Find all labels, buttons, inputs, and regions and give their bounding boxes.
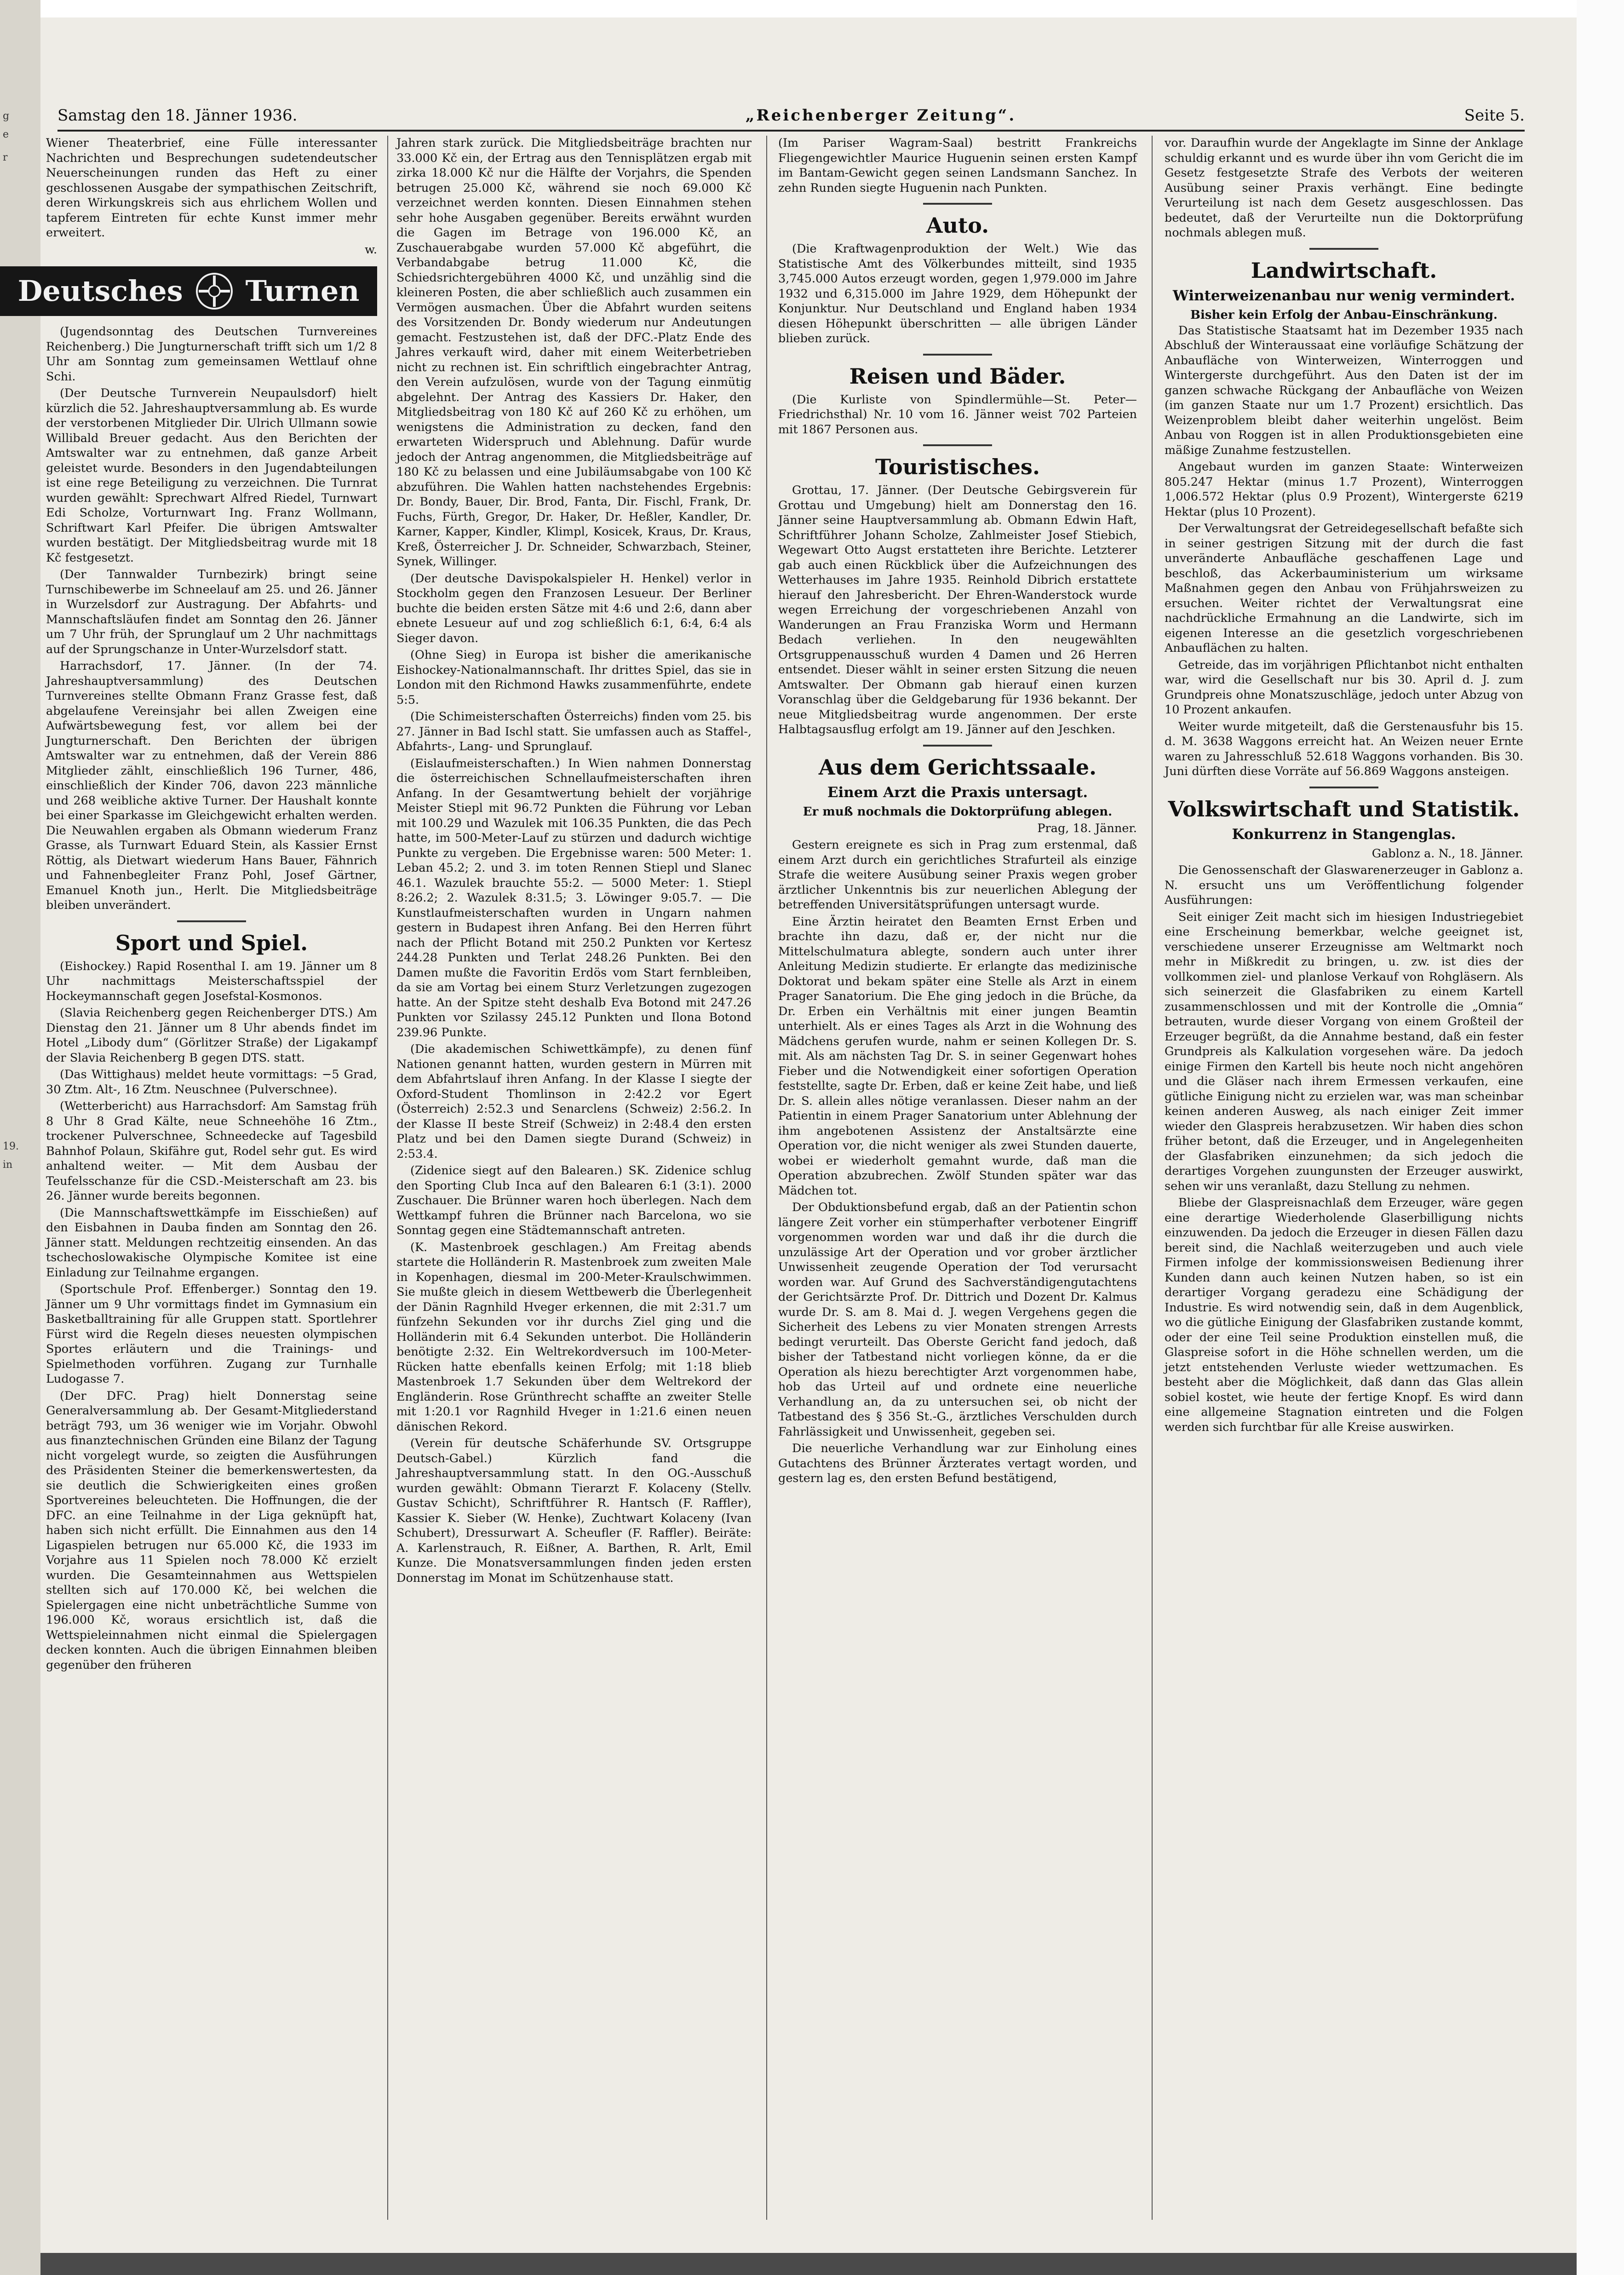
newspaper-title: „Reichenberger Zeitung“. xyxy=(745,106,1016,125)
column-rule xyxy=(387,136,388,2220)
article-paragraph: Eine Ärztin heiratet den Beamten Ernst Erben und brachte ihn dazu, daß er, der nicht nur die Mittelschulmatura ablegte, sondern auch unter ihrer Anleitung Medizin studierte. Er erlangte das medizinische Doktorat und bekam später eine Stelle als Arzt in einem Prager Sanatorium. Die Ehe ging jedoch in die Brüche, da Dr. Erben ein Verhältnis mit einer jungen Beamtin unterhielt. Als er eines Tages als Arzt in die Wohnung des Mädchens gerufen wurde, nahm er seinen Kollegen Dr. S. mit. Als am nächsten Tag Dr. S. in seiner Gegenwart hohes Fieber und die Notwendigkeit einer sofortigen Operation feststellte, sagte Dr. Erben, daß er keine Zeit habe, und ließ Dr. S. allein alles nötige veranlassen. Dieser nahm an der Patientin in einem Prager Sanatorium unter Ablehnung der ihm angebotenen Assistenz der Anstaltsärzte eine Operation vor, die nicht weniger als zwei Stunden dauerte, wobei er wiederholt gemahnt wurde, daß man die Operation abzubrechen. Zwölf Stunden später war das Mädchen tot. xyxy=(778,914,1137,1198)
court-headline: Einem Arzt die Praxis untersagt. xyxy=(827,784,1088,801)
article-paragraph: Der Verwaltungsrat der Getreidegesellschaft befaßte sich in seiner gestrigen Sitzung mit der durch die fast unveränderte Anbaufläche geschaffenen Lage und beschloß, das Ackerbauministerium um wirksame Maßnahmen gegen den Anbau von Frühjahrsweizen zu ersuchen. Weiter richtet der Verwaltungsrat eine nachdrückliche Ermahnung an die Landwirte, sich im eigenen Interesse an die gesetzlich vorgeschriebenen Anbauflächen zu halten. xyxy=(1165,522,1523,655)
article-paragraph: vor. Daraufhin wurde der Angeklagte im Sinne der Anklage schuldig erkannt und es wurde über ihn vom Gericht die im Gesetz festgesetzte Strafe des Verbots der weiteren Ausübung seiner Praxis verhängt. Eine bedingte Verurteilung ist nach dem Gesetz ausgeschlossen. Das bedeutet, daß der Verurteilte nun die Doktorprüfung nochmals ablegen muß. xyxy=(1165,136,1523,240)
column-4 xyxy=(1165,136,1523,2220)
page-right-margin xyxy=(1577,0,1624,2275)
article-paragraph: (Im Pariser Wagram-Saal) bestritt Frankreichs Fliegengewichtler Maurice Huguenin seinen ersten Kampf im Bantam-Gewicht gegen seinen Landsmann Sanchez. In zehn Runden siegte Huguenin nach Punkten. xyxy=(778,136,1137,195)
article-paragraph: (Eishockey.) Rapid Rosenthal I. am 19. Jänner um 8 Uhr nachmittags Meisterschaftsspiel der Hockeymannschaft gegen Josefstal-Kosmonos. xyxy=(46,959,377,1003)
column-rule xyxy=(766,136,767,2220)
article-paragraph: Harrachsdorf, 17. Jänner. (In der 74. Jahreshauptversammlung) des Deutschen Turnvereines stellte Obmann Franz Grasse fest, daß abgelaufene Vereinsjahr bei allen Zweigen eine Aufwärtsbewegung fest, vor allem bei der Jungturnerschaft. Den Berichten der übrigen Amtswalter war zu entnehmen, daß der Verein 886 Mitglieder zählt, einschließlich 196 Turner, 486, einschließlich der Kinder 706, davon 223 männliche und 268 weibliche aktive Turner. Der Haushalt konnte bei einer Sparkasse im Gleichgewicht erhalten werden. Die Neuwahlen ergaben als Obmann wiederum Franz Grasse, als Turnwart Eduard Stein, als Kassier Ernst Röttig, als Dietwart wiederum Hans Bauer, Fähnrich und Fahnenbegleiter Franz Pohl, Josef Gärtner, Emanuel Knoth jun., Herlt. Die Mitgliedsbeiträge bleiben unverändert. xyxy=(46,659,377,912)
article-paragraph: (Die Schimeisterschaften Österreichs) finden vom 25. bis 27. Jänner in Bad Ischl statt. Sie umfassen auch as Staffel-, Abfahrts-, Lang- und Sprunglauf. xyxy=(396,710,752,753)
article-paragraph: (Der deutsche Davispokalspieler H. Henkel) verlor in Stockholm gegen den Franzosen Lesueur. Der Berliner buchte die beiden ersten Sätze mit 4:6 und 2:6, dann aber ebnete Lesueur auf und zog schließlich 6:1, 6:4, 6:4 als Sieger davon. xyxy=(396,571,752,645)
court-subheadline: Er muß nochmals die Doktorprüfung ablegen. xyxy=(803,804,1113,819)
section-title-sport: Sport und Spiel. xyxy=(115,930,308,955)
article-paragraph: (Das Wittighaus) meldet heute vormittags: −5 Grad, 30 Ztm. Alt-, 16 Ztm. Neuschnee (Pulverschnee). xyxy=(46,1068,377,1097)
column-rule xyxy=(1152,136,1153,2220)
article-paragraph: (Jugendsonntag des Deutschen Turnvereines Reichenberg.) Die Jungturnerschaft trifft sich um 1/2 8 Uhr am Sonntag zum gemeinsamen Wettlauf ohne Schi. xyxy=(46,325,377,384)
section-title-court: Aus dem Gerichtssaale. xyxy=(818,754,1097,780)
dateline: Gablonz a. N., 18. Jänner. xyxy=(1372,846,1523,861)
section-divider xyxy=(1309,248,1378,250)
dateline: Prag, 18. Jänner. xyxy=(1037,821,1137,835)
article-paragraph: Der Obduktionsbefund ergab, daß an der Patientin schon längere Zeit vorher ein stümperhafter verbotener Eingriff vorgenommen worden war und daß ihr die durch die unzulässige Art der Operation und vor grober ärztlicher Unwissenheit zeugende Operation der Tod verursacht worden war. Auf Grund des Sachverständigengutachtens der Gerichtsärzte Prof. Dr. Dittrich und Dozent Dr. Kalmus wurde Dr. S. am 8. Mai d. J. wegen Vergehens gegen die Sicherheit des Lebens zu vier Monaten strengen Arrests bedingt verurteilt. Das Oberste Gericht fand jedoch, daß bisher der Tatbestand nicht vorliegen könne, da er die Operation als hiezu berechtigter Arzt vorgenommen habe, hob das Urteil auf und ordnete eine neuerliche Verhandlung an, da zu untersuchen sei, ob nicht der Tatbestand des § 356 St.-G., ärztliches Verschulden durch Fahrlässigkeit und Unwissenheit, gegeben sei. xyxy=(778,1201,1137,1439)
article-paragraph: Angebaut wurden im ganzen Staate: Winterweizen 805.247 Hektar (minus 1.7 Prozent), Winterroggen 1,006.572 Hektar (plus 0.9 Prozent), Wintergerste 6219 Hektar (plus 10 Prozent). xyxy=(1165,460,1523,519)
banner-text-left: Deutsches xyxy=(17,274,183,308)
adjacent-page-strip: g e r 19. in xyxy=(0,0,40,2275)
agriculture-headline: Winterweizenanbau nur wenig vermindert. xyxy=(1172,287,1515,304)
page-number: Seite 5. xyxy=(1464,106,1525,125)
article-paragraph: Weiter wurde mitgeteilt, daß die Gerstenausfuhr bis 15. d. M. 3638 Waggons erreicht hat. An Weizen neuer Ernte waren zu Jahresschluß 52.618 Waggons vorhanden. Bis 30. Juni dürften diese Vorräte auf 56.869 Waggons ansteigen. xyxy=(1165,719,1523,778)
article-paragraph: (Wetterbericht) aus Harrachsdorf: Am Samstag früh 8 Uhr 8 Grad Kälte, neue Schneehöhe 16 Ztm., trockener Pulverschnee, Schneedecke auf Tagesbild Bahnhof Polaun, Skifähre gut, Rodel sehr gut. Es wird anhaltend weiter. — Mit dem Ausbau der Teufelsschanze für die CSD.-Meisterschaft am 23. bis 26. Jänner wurde bereits begonnen. xyxy=(46,1099,377,1203)
article-paragraph: (Der Deutsche Turnverein Neupaulsdorf) hielt kürzlich die 52. Jahreshauptversammlung ab. Es wurde der verstorbenen Mitglieder Dir. Ulrich Ullmann sowie Willibald Breuer gedacht. Aus den Berichten der Amtswalter war zu entnehmen, daß ganze Arbeit geleistet wurde. Besonders in den Jugendabteilungen ist eine rege Beteiligung zu verzeichnen. Die Turnrat wurden gewählt: Sprechwart Alfred Riedel, Turnwart Edi Scholze, Vorturnwart Ing. Franz Wollmann, Schriftwart Karl Pfeifer. Die übrigen Amtswalter wurden bestätigt. Der Mitgliedsbeitrag wurde mit 18 Kč festgesetzt. xyxy=(46,386,377,565)
article-paragraph: (Die Mannschaftswettkämpfe im Eisschießen) auf den Eisbahnen in Dauba finden am Sonntag den 26. Jänner statt. Meldungen rechtzeitig einsenden. An das tschechoslowakische Olympische Komitee ist eine Einladung zur Teilnahme ergangen. xyxy=(46,1206,377,1280)
section-divider xyxy=(923,745,992,747)
column-1 xyxy=(17,136,377,2220)
section-divider xyxy=(1309,787,1378,788)
section-divider xyxy=(923,354,992,356)
column-3 xyxy=(778,136,1137,2220)
article-paragraph: Bliebe der Glaspreisnachlaß dem Erzeuger, wäre gegen eine derartige Wiederholende Glaserbilligung nichts einzuwenden. Da jedoch die Erzeuger in diesen Fällen dazu bereit sind, die Nachlaß weiterzugeben und auch viele Firmen infolge der kommissionsweisen Bedienung ihrer Kunden dann auch keinen Nutzen haben, so ist ein derartiger Vorgang geradezu eine Schädigung der Industrie. Es wird notwendig sein, daß in dem Augenblick, wo die gütliche Einigung der Glasfabriken zustande kommt, oder der eine Teil seine Produktion einstellen muß, die Glaspreise sofort in die Höhe schnellen werden, um die jetzt entstehenden Verluste wieder wettzumachen. Es besteht aber die Möglichkeit, daß dann das Glas allein sobiel kostet, wie heute der fertige Knopf. Es wird dann eine allgemeine Stagnation eintreten und die Folgen werden sich furchtbar für alle Kreise auswirken. xyxy=(1165,1196,1523,1434)
article-paragraph: Das Statistische Staatsamt hat im Dezember 1935 nach Abschluß der Winteraussaat eine vorläufige Schätzung der Anbaufläche von Winterweizen, Winterroggen und Wintergerste durchgeführt. Aus den Daten ist der im ganzen schwache Rückgang der Anbaufläche von Weizen (im ganzen Staate nur um 1.7 Prozent) ersichtlich. Das Weizenproblem bleibt daher weiterhin ungelöst. Beim Anbau von Roggen ist in allen Produktionsgebieten eine mäßige Zunahme festzustellen. xyxy=(1165,323,1523,457)
economy-headline: Konkurrenz in Stangenglas. xyxy=(1232,826,1456,843)
section-title-economy: Volkswirtschaft und Statistik. xyxy=(1168,796,1520,822)
article-paragraph: (Eislaufmeisterschaften.) In Wien nahmen Donnerstag die österreichischen Schnellaufmeisterschaften ihren Anfang. In der Gesamtwertung behielt der vorjährige Meister Stiepl mit 96.72 Punkten die Führung vor Leban mit 100.29 und Wazulek mit 106.35 Punkten, die das Pech hatte, im 500-Meter-Lauf zu stürzen und dadurch wichtige Punkte zu vergeben. Die Ergebnisse waren: 500 Meter: 1. Leban 45.2; 2. und 3. im toten Rennen Stiepl und Slanec 46.1. Wazulek brauchte 55:2. — 5000 Meter: 1. Stiepl 8:26.2; 2. Wazulek 8:31.5; 3. Löwinger 9:05.7. — Die Kunstlaufmeisterschaften wurden in Ungarn nahmen gestern in Budapest ihren Anfang. Bei den Herren führt nach der Pflicht Botand mit 250.2 Punkten vor Kertesz 244.28 Punkten und Terlat 248.26 Punkten. Bei den Damen mußte die Favoritin Erdös vom Start fernbleiben, da sie am Vortag bei einem Sturz Verletzungen zugezogen hatte. An der Spitze steht deshalb Eva Botond mit 247.26 Punkten vor Szilassy 245.12 Punkten und Ilona Botond 239.96 Punkte. xyxy=(396,756,752,1040)
article-paragraph: (Verein für deutsche Schäferhunde SV. Ortsgruppe Deutsch-Gabel.) Kürzlich fand die Jahreshauptversammlung statt. In den OG.-Ausschuß wurden gewählt: Obmann Tierarzt F. Kolaceny (Stellv. Gustav Schicht), Schriftführer R. Hantsch (F. Raffler), Kassier K. Sieber (W. Henke), Zuchtwart Kolaceny (Ivan Schubert), Dressurwart A. Scheufler (F. Raffler). Beiräte: A. Karlenstrauch, R. Eißner, A. Barthen, R. Arlt, Emil Kunze. Die Monatsversammlungen finden jeden ersten Donnerstag im Monat im Schützenhause statt. xyxy=(396,1436,752,1585)
section-title-auto: Auto. xyxy=(926,213,989,238)
agriculture-subheadline: Bisher kein Erfolg der Anbau-Einschränkung. xyxy=(1190,308,1498,322)
article-paragraph: (Die akademischen Schiwettkämpfe), zu denen fünf Nationen genannt hatten, wurden gestern in Mürren mit dem Abfahrtslauf ihren Anfang. In der Klasse I siegte der Oxford-Student Thomlinson in 2:42.2 vor Egert (Österreich) 2:52.3 und Senarclens (Schweiz) 2:56.2. In der Klasse II beste Streif (Schweiz) in 2:48.4 den ersten Platz und bei den Damen siegte Durand (Schweiz) in 2:53.4. xyxy=(396,1042,752,1161)
article-paragraph: (Die Kraftwagenproduktion der Welt.) Wie das Statistische Amt des Völkerbundes mitteilt, sind 1935 3,745.000 Autos erzeugt worden, gegen 1,979.000 im Jahre 1932 und 6,315.000 im Jahre 1929, dem Höhepunkt der Konjunktur. Nur Deutschland und England haben 1934 diesen Höhepunkt überschritten — alle übrigen Länder blieben zurück. xyxy=(778,242,1137,345)
article-paragraph: (Die Kurliste von Spindlermühle—St. Peter—Friedrichsthal) Nr. 10 vom 16. Jänner weist 702 Parteien mit 1867 Personen aus. xyxy=(778,392,1137,437)
page-header xyxy=(57,104,1525,132)
author-signature: w. xyxy=(365,242,377,257)
article-paragraph: Jahren stark zurück. Die Mitgliedsbeiträge brachten nur 33.000 Kč ein, der Ertrag aus den Tennisplätzen ergab mit zirka 18.000 Kč nur die Hälfte der Vorjahrs, die Spenden betrugen 25.000 Kč, während sie noch 69.000 Kč verzeichnet werden konnten. Diesen Einnahmen stehen sehr hohe Ausgaben gegenüber. Bereits erwähnt wurden die Gagen im Betrage von 196.000 Kč, an Zuschauerabgabe wurden 57.000 Kč abgeführt, die Verbandabgabe betrug 11.000 Kč, die Schiedsrichtergebühren 4000 Kč, und unzählig sind die kleineren Posten, die aber schließlich auch zusammen ein Vermögen ausmachen. Über die Abfahrt wurden seitens des Vorsitzenden Dr. Bondy wiederum nur Andeutungen gemacht. Festzustehen ist, daß der DFC.-Platz Ende des Jahres verkauft wird, daher mit einem Weiterbetrieben nicht zu rechnen ist. Ein schriftlich eingebrachter Antrag, den Verein aufzulösen, wurde von der Tagung einmütig abgelehnt. Der Antrag des Kassiers Dr. Haker, den Mitgliedsbeitrag von 180 Kč auf 260 Kč zu erhöhen, um wenigstens die Administration zu decken, fand den erwarteten Widerspruch und Ablehnung. Dafür wurde jedoch der Antrag angenommen, die Mitgliedsbeiträge auf 180 Kč zu belassen und eine Jubiläumsabgabe von 100 Kč abzuführen. Die Wahlen hatten nachstehendes Ergebnis: Dr. Bondy, Bauer, Dir. Brod, Fanta, Dir. Fischl, Frank, Dr. Fuchs, Fürth, Gregor, Dr. Haker, Dr. Heßler, Kandler, Dr. Karner, Kapper, Kindler, Klimpl, Kosicek, Kraus, Dr. Kraus, Kreß, Österreicher J. Dr. Schneider, Schwarzbach, Steiner, Synek, Willinger. xyxy=(396,136,752,569)
section-title-travel: Reisen und Bäder. xyxy=(849,363,1066,389)
page-top-margin xyxy=(40,0,1577,17)
banner-text-right: Turnen xyxy=(245,274,360,308)
article-paragraph: (Ohne Sieg) in Europa ist bisher die amerikanische Eishockey-Nationalmannschaft. Ihr drittes Spiel, das sie in London mit den Richmond Hawks zusammenführte, endete 5:5. xyxy=(396,648,752,707)
article-paragraph: Gestern ereignete es sich in Prag zum erstenmal, daß einem Arzt durch ein gerichtliches Strafurteil als einzige Strafe die weitere Ausübung seiner Praxis wegen grober ärztlicher Unkenntnis bis zur neuerlichen Ablegung der betreffenden Universitätsprüfungen untersagt wurde. xyxy=(778,838,1137,912)
section-divider xyxy=(923,444,992,446)
article-paragraph: (K. Mastenbroek geschlagen.) Am Freitag abends startete die Holländerin R. Mastenbroek zum zweiten Male in Kopenhagen, diesmal im 200-Meter-Kraulschwimmen. Sie mußte gleich in diesem Wettbewerb die Überlegenheit der Dänin Ragnhild Hveger erkennen, die mit 2:31.7 um fünfzehn Sekunden vor ihr durchs Ziel ging und die Holländerin mit 6.4 Sekunden unterbot. Die Holländerin benötigte 2:32. Ein Weltrekordversuch im 100-Meter-Rücken hatte ebenfalls keinen Erfolg; mit 1:18 blieb Mastenbroek 1.7 Sekunden über dem Weltrekord der Engländerin. Rose Grünthrecht schaffte an zweiter Stelle mit 1:20.1 vor Ragnhild Hveger in 1:21.6 einen neuen dänischen Rekord. xyxy=(396,1240,752,1434)
article-paragraph: Seit einiger Zeit macht sich im hiesigen Industriegebiet eine Erscheinung bemerkbar, welche geeignet ist, verschiedene unserer Erzeugnisse am Weltmarkt noch mehr in Mißkredit zu bringen, u. zw. ist dies der vollkommen ziel- und planlose Verkauf von Rohgläsern. Als sich seinerzeit die Glasfabriken zu einem Kartell zusammenschlossen und mit der Kontrolle die „Omnia“ betrauten, wurde dieser Vorgang von einem Großteil der Erzeuger begrüßt, da die Annahme bestand, daß ein fester Grundpreis als Kalkulation vorgesehen wäre. Da jedoch einige Firmen den Kartell bis heute noch nicht angehören und die Gläser nach ihrem Ermessen verkaufen, eine gütliche Einigung nicht zu erzielen war, was man scheinbar keinen anderen Ausweg, als nach einiger Zeit immer wieder den Glaspreis herabzusetzen. Wir haben dies schon früher betont, daß die Erzeuger, und in Angelegenheiten der Glasfabriken einzunehmen; da sich jedoch die derartiges Vorgehen zuungunsten der Erzeuger auswirkt, sehen wir uns veranlaßt, dazu Stellung zu nehmen. xyxy=(1165,910,1523,1193)
article-paragraph: (Der Tannwalder Turnbezirk) bringt seine Turnschibewerbe im Schneelauf am 25. und 26. Jänner in Wurzelsdorf zur Austragung. Der Abfahrts- und Mannschaftsläufen findet am Sonntag den 26. Jänner um 7 Uhr früh, der Sprunglauf um 2 Uhr nachmittags auf der Sprungschanze in Unter-Wurzelsdorf statt. xyxy=(46,568,377,656)
theater-letter-text: Wiener Theaterbrief, eine Fülle interessanter Nachrichten und Besprechungen sudetendeutscher Neuerscheinungen runden das Heft zu einer geschlossenen Ausgabe der sympathischen Zeitschrift, deren Wirkungskreis sich aus ehrlichem Wollen und tapferem Eintreten für echte Kunst immer mehr erweitert. xyxy=(46,136,377,240)
article-paragraph: (Zidenice siegt auf den Balearen.) SK. Zidenice schlug den Sporting Club Inca auf den Balearen 6:1 (3:1). 2000 Zuschauer. Die Brünner waren hoch überlegen. Nach dem Wettkampf fuhren die Brünner nach Barcelona, wo sie Sonntag gegen eine Städtemannschaft antreten. xyxy=(396,1164,752,1237)
turner-cross-emblem-icon xyxy=(195,272,234,310)
article-paragraph: (Slavia Reichenberg gegen Reichenberger DTS.) Am Dienstag den 21. Jänner um 8 Uhr abends findet im Hotel „Libody dum“ (Görlitzer Straße) der Ligakampf der Slavia Reichenberg B gegen DTS. statt. xyxy=(46,1006,377,1065)
article-paragraph: (Sportschule Prof. Effenberger.) Sonntag den 19. Jänner um 9 Uhr vormittags findet im Gymnasium ein Basketballtraining für alle Gruppen statt. Sportlehrer Fürst wird die Regeln dieses neuesten olympischen Sportes erläutern und die Trainings- und Spielmethoden vorführen. Zugang zur Turnhalle Ludogasse 7. xyxy=(46,1282,377,1386)
section-title-agriculture: Landwirtschaft. xyxy=(1251,258,1437,283)
section-divider xyxy=(923,203,992,205)
issue-date: Samstag den 18. Jänner 1936. xyxy=(57,106,298,125)
section-divider xyxy=(177,920,246,922)
article-paragraph: Die Genossenschaft der Glaswarenerzeuger in Gablonz a. N. ersucht uns um Veröffentlichung folgender Ausführungen: xyxy=(1165,863,1523,907)
section-banner-turnen xyxy=(0,266,377,316)
section-title-tourism: Touristisches. xyxy=(875,454,1040,479)
article-paragraph: Grottau, 17. Jänner. (Der Deutsche Gebirgsverein für Grottau und Umgebung) hielt am Donnerstag den 16. Jänner seine Hauptversammlung ab. Obmann Edwin Haft, Schriftführer Johann Scholze, Zahlmeister Josef Stiebich, Wegewart Otto Augst erstatteten ihre Berichte. Letzterer gab auch einen Rückblick über die Aufzeichnungen des Wetterhauses im Jahre 1935. Reinhold Dibrich erstattete hierauf den Jahresbericht. Der Ehren-Wanderstock wurde wegen Erreichung der vorgeschriebenen Anzahl von Wanderungen an Frau Franziska Worm und Hermann Bedach verliehen. In den neugewählten Ortsgruppenausschuß wurden 4 Damen und 26 Herren entsendet. Dieser wählt in seiner ersten Sitzung die neuen Amtswalter. Der Obmann gab hierauf einen kurzen Voranschlag über die Geldgebarung für 1936 bekannt. Der neue Mitgliedsbeitrag wurde angenommen. Der erste Halbtagsausflug erfolgt am 19. Jänner auf den Jeschken. xyxy=(778,483,1137,736)
article-paragraph: Getreide, das im vorjährigen Pflichtanbot nicht enthalten war, wird die Gesellschaft nur bis 30. April d. J. zum Grundpreis ohne Monatszuschläge, jedoch unter Abzug von 10 Prozent ankaufen. xyxy=(1165,658,1523,717)
column-2 xyxy=(396,136,752,2220)
article-paragraph: (Der DFC. Prag) hielt Donnerstag seine Generalversammlung ab. Der Gesamt-Mitgliederstand beträgt 793, um 36 weniger wie im Vorjahr. Obwohl aus finanztechnischen Gründen eine Bilanz der Tagung nicht vorgelegt wurde, so zeigten die Ausführungen des Präsidenten Steiner die bemerkenswertesten, da sie deutlich die Schwierigkeiten eines großen Sportvereines beleuchteten. Die Hoffnungen, die der DFC. an eine Teilnahme in der Liga geknüpft hat, haben sich nicht erfüllt. Die Einnahmen aus den 14 Ligaspielen betrugen nur 65.000 Kč, die 1933 im Vorjahre aus 11 Spielen noch 78.000 Kč erzielt wurden. Die Gesamteinnahmen aus Wettspielen stellten sich auf 170.000 Kč, bei welchen die Spielergagen eine nicht unbeträchtliche Summe von 196.000 Kč, woraus ersichtlich ist, daß die Wettspieleinnahmen nicht einmal die Spielergagen decken konnten. Auch die übrigen Einnahmen bleiben gegenüber den früheren xyxy=(46,1389,377,1672)
article-paragraph: Die neuerliche Verhandlung war zur Einholung eines Gutachtens des Brünner Ärzterates vertagt worden, und gestern lag es, den ersten Befund bestätigend, xyxy=(778,1442,1137,1485)
